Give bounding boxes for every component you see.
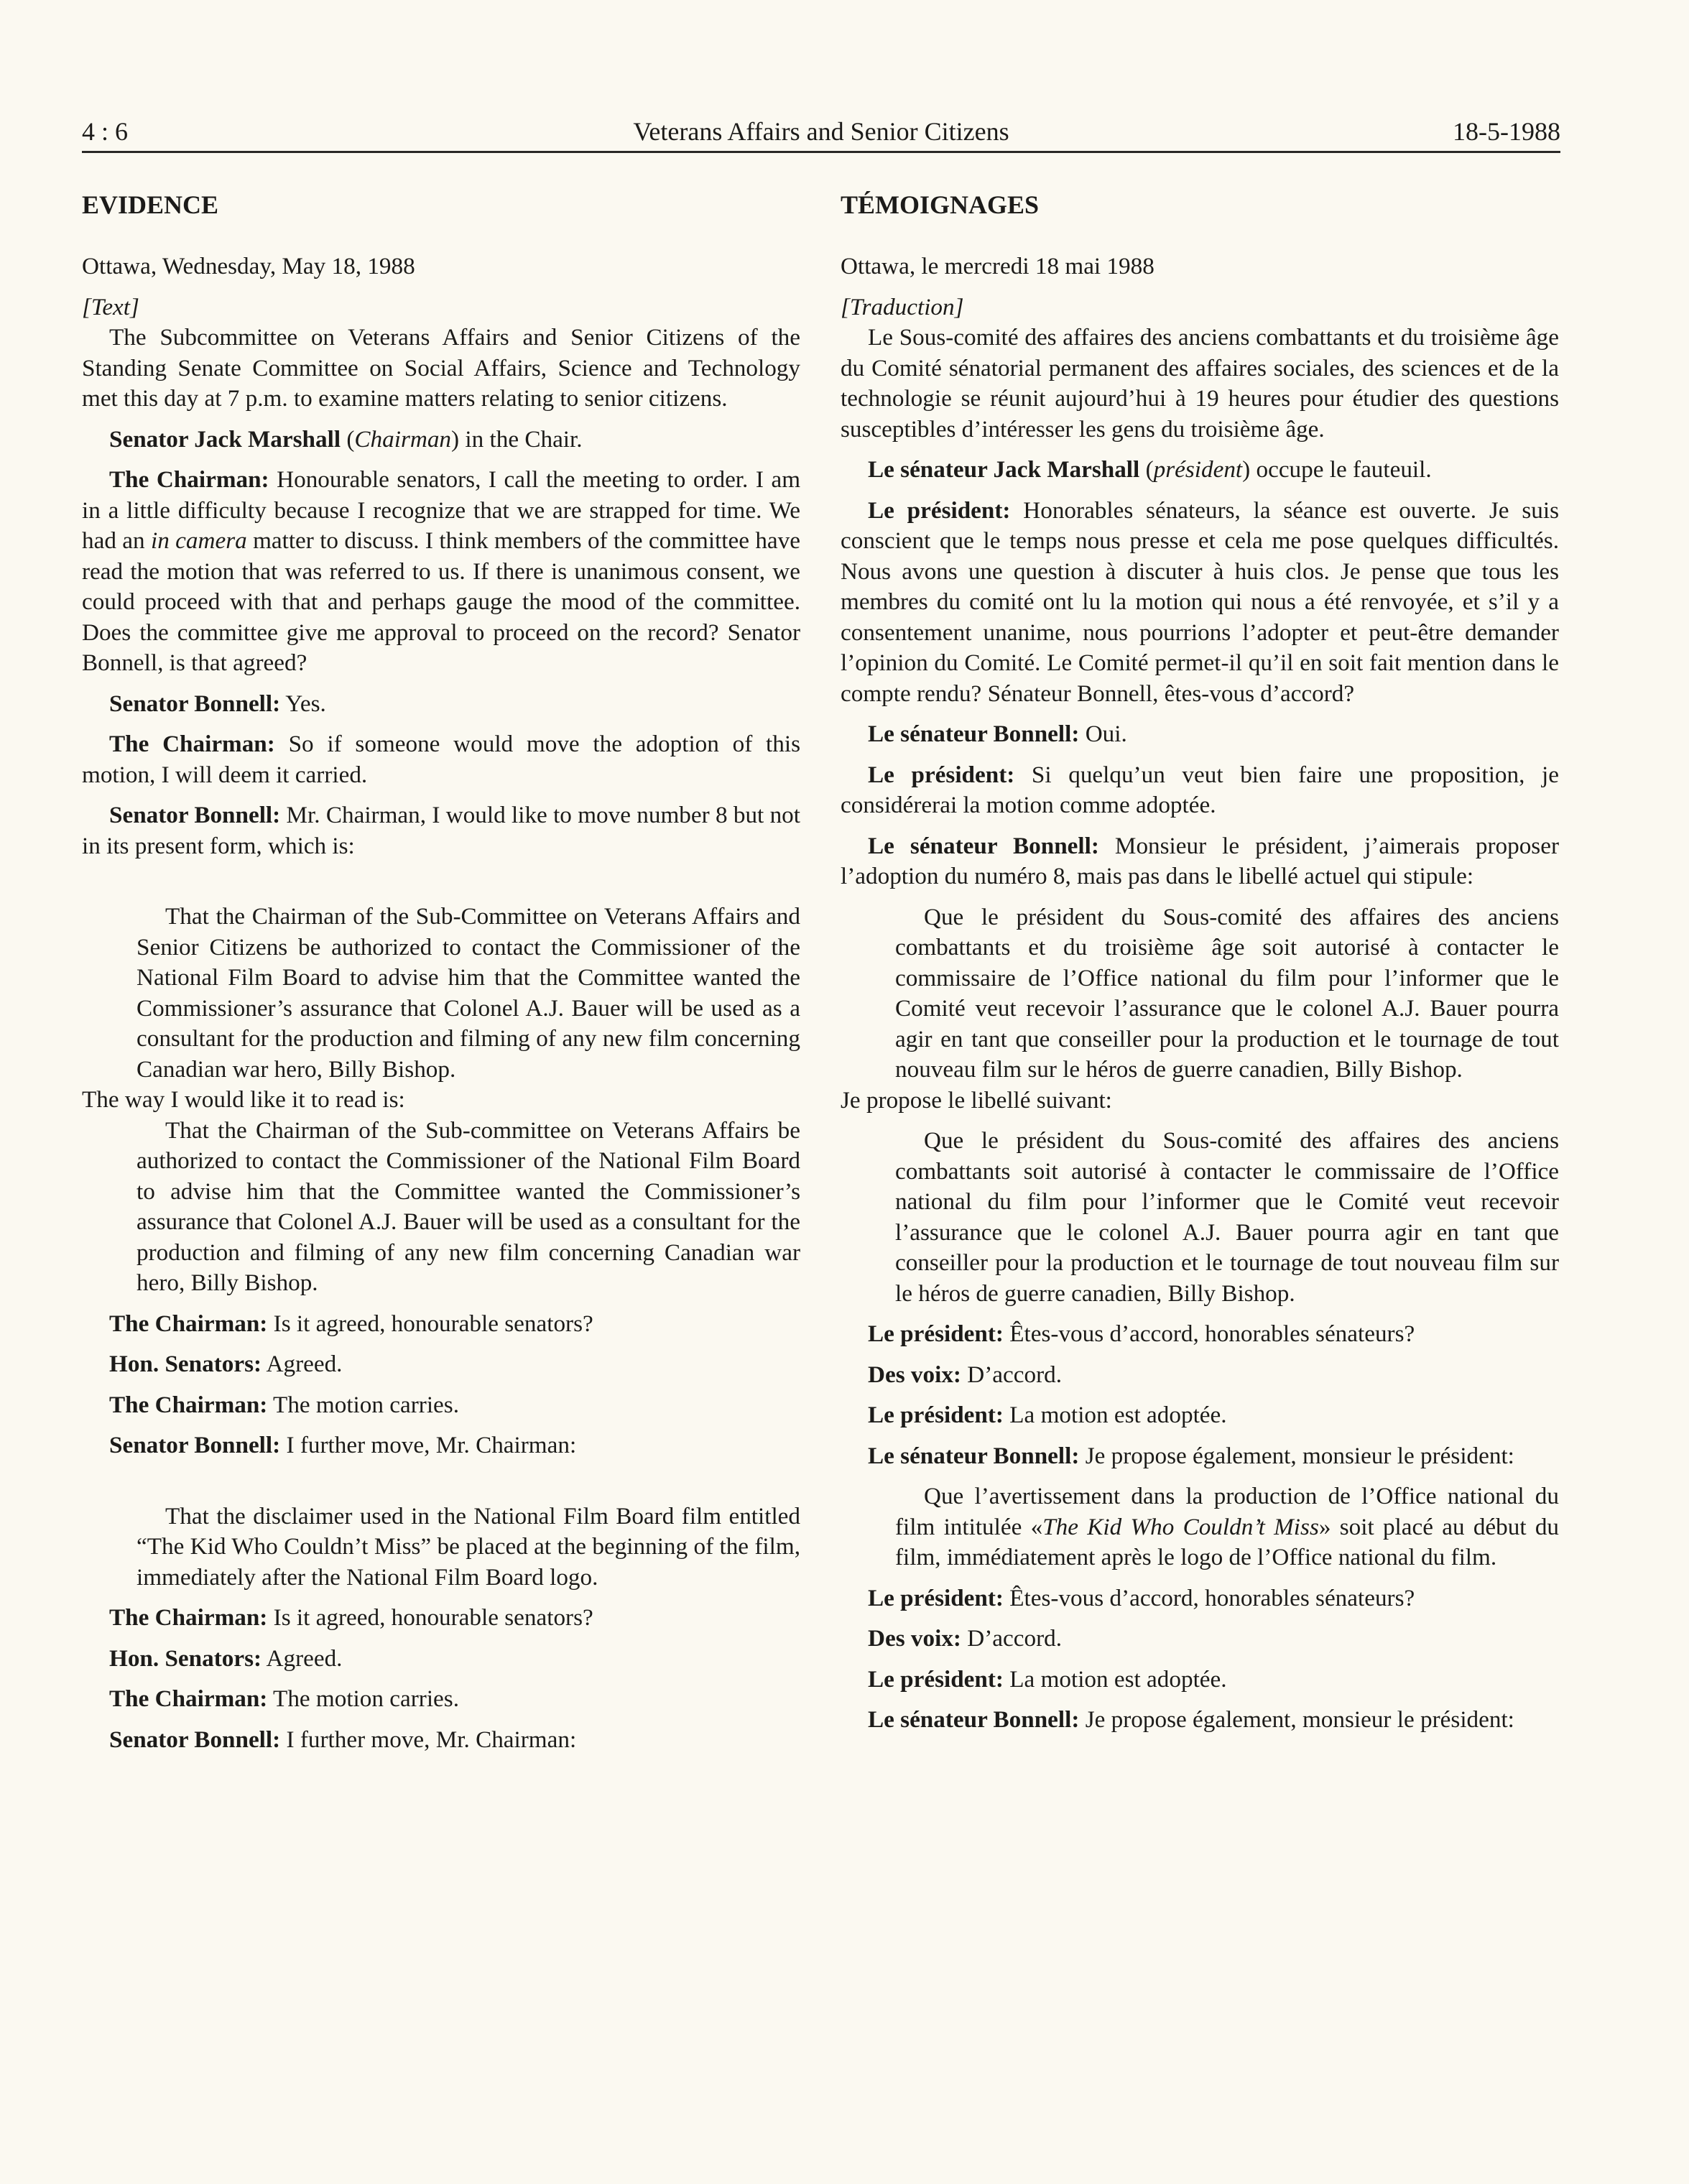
speech-paragraph	[841, 496, 1559, 710]
transition-line: Je propose le libellé suivant:	[841, 1086, 1112, 1114]
speech-paragraph	[82, 1309, 800, 1340]
speech-paragraph	[82, 1349, 800, 1380]
speaker: Le président:	[868, 1320, 1004, 1347]
paragraph-text: occupe le fauteuil.	[1250, 456, 1432, 483]
speech-paragraph	[82, 689, 800, 720]
speech-paragraph	[82, 1644, 800, 1675]
speech-paragraph	[82, 1725, 800, 1756]
paragraph-text: matter to discuss. I think members of the committee have read the motion that was referred to us. If there is unanimous consent, we could proceed with that and perhaps gauge the mood of the committee. Does the committee give me approval to proceed on the record? Senator Bonnell, is that agreed?	[82, 527, 800, 676]
speaker: Senator Bonnell:	[109, 1432, 281, 1458]
speech-paragraph	[841, 1583, 1559, 1614]
paragraph-text: La motion est adoptée.	[1003, 1665, 1227, 1693]
paragraph-text: I further move, Mr. Chairman:	[280, 1432, 577, 1458]
speaker: Senator Bonnell:	[109, 1726, 281, 1753]
paragraph-text: Êtes-vous d’accord, honorables sénateurs?	[1003, 1584, 1415, 1611]
speaker: Senator Bonnell:	[109, 690, 281, 717]
speech-paragraph	[841, 1400, 1559, 1431]
speaker: Senator Jack Marshall	[109, 425, 341, 453]
speech-paragraph	[841, 760, 1559, 821]
chair-paragraph: Le sénateur Jack Marshall (président) occupe le fauteuil.	[868, 456, 1432, 483]
speaker: Le sénateur Jack Marshall	[868, 456, 1140, 483]
speaker: The Chairman:	[109, 1310, 268, 1337]
section-heading: TÉMOIGNAGES	[841, 190, 1040, 219]
speaker: Le président:	[868, 761, 1015, 788]
speaker: Le sénateur Bonnell:	[868, 1706, 1080, 1733]
header-title: Veterans Affairs and Senior Citizens	[633, 117, 1009, 146]
speech-paragraph	[841, 1319, 1559, 1350]
speech-paragraph	[841, 1624, 1559, 1655]
paragraph-text: Je propose également, monsieur le président:	[1079, 1706, 1514, 1733]
speaker: Hon. Senators:	[109, 1644, 262, 1672]
page-number: 4 : 6	[82, 117, 129, 146]
transition-line: The way I would like it to read is:	[82, 1086, 405, 1113]
intro-paragraph: Le Sous-comité des affaires des anciens combattants et du troisième âge du Comité sénatorial permanent des affaires sociales, des sciences et de la technologie se réunit aujourd’hui à 19 heures pour étudier des questions susceptibles d’intéresser les gens du troisième âge.	[841, 324, 1559, 443]
speech-paragraph	[841, 1441, 1559, 1472]
intro-paragraph: The Subcommittee on Veterans Affairs and Senior Citizens of the Standing Senate Committee on Social Affairs, Science and Technology met this day at 7 p.m. to examine matters relating to senior citizens.	[82, 324, 800, 412]
paragraph-text: Mr. Chairman, I would like to move number 8 but not in its present form, which is:	[82, 802, 800, 859]
paragraph-text: » soit placé au début du film, immédiatement après le logo de l’Office national du film.	[895, 1513, 1560, 1570]
paragraph-text: Is it agreed, honourable senators?	[267, 1310, 593, 1337]
paragraph-text: Je propose également, monsieur le président:	[1079, 1442, 1514, 1469]
speech-paragraph	[82, 465, 800, 679]
speaker: Le président:	[868, 1584, 1004, 1611]
paragraph-text: Agreed.	[262, 1644, 343, 1672]
paragraph-text: Honourable senators, I call the meeting to order. I am in a little difficulty because I recognize that we are strapped for time. We had an	[82, 466, 801, 554]
paragraph-text: Monsieur le président, j’aimerais proposer l’adoption du numéro 8, mais pas dans le libellé actuel qui stipule:	[841, 832, 1559, 889]
motion-quote: That the disclaimer used in the National Film Board film entitled “The Kid Who Couldn’t Miss” be placed at the beginning of the film, immediately after the National Film Board logo.	[136, 1502, 800, 1591]
speech-paragraph	[841, 1360, 1559, 1391]
speech-paragraph	[841, 831, 1559, 892]
paragraph-text: D’accord.	[961, 1625, 1063, 1652]
dateline: Ottawa, le mercredi 18 mai 1988	[841, 253, 1154, 279]
speaker: Hon. Senators:	[109, 1351, 262, 1377]
english-column	[82, 188, 800, 1755]
speaker: The Chairman:	[109, 1391, 268, 1418]
paragraph-text: Si quelqu’un veut bien faire une proposition, je considérerai la motion comme adoptée.	[841, 761, 1559, 818]
paragraph-text: D’accord.	[961, 1361, 1063, 1388]
speaker: Le président:	[868, 1665, 1004, 1693]
speech-paragraph	[82, 800, 800, 861]
speaker: Des voix:	[868, 1625, 961, 1652]
paragraph-text: Honorables sénateurs, la séance est ouverte. Je suis conscient que le temps nous presse et cela me pose quelques difficultés. Nous avons une question à discuter à huis clos. Je pense que tous les membres du comité ont lu la motion qui nous a été renvoyée, et s’il y a consentement unanime, nous pourrions l’adopter et peut-être demander l’opinion du Comité. Le Comité permet-il qu’il en soit fait mention dans le compte rendu? Sénateur Bonnell, êtes-vous d’accord?	[841, 496, 1559, 707]
paragraph-text: Oui.	[1079, 721, 1127, 747]
motion-quote: Que le président du Sous-comité des affaires des anciens combattants et du troisième âge soit autorisé à contacter le commissaire de l’Office national du film pour l’informer que le Comité veut recevoir l’assurance que le colonel A.J. Bauer pourra agir en tant que conseiller pour la production et le tournage de tout nouveau film sur le héros de guerre canadien, Billy Bishop.	[895, 903, 1559, 1083]
speech-paragraph	[82, 1390, 800, 1421]
speaker: Le sénateur Bonnell:	[868, 832, 1099, 859]
dateline: Ottawa, Wednesday, May 18, 1988	[82, 253, 415, 279]
speech-paragraph	[841, 1705, 1559, 1736]
speech-paragraph	[82, 1684, 800, 1715]
speaker: Le président:	[868, 496, 1011, 524]
film-title: The Kid Who Couldn’t Miss	[1042, 1513, 1319, 1540]
motion-quote: Que le président du Sous-comité des affaires des anciens combattants soit autorisé à contacter le commissaire de l’Office national du film pour l’informer que le Comité veut recevoir l’assurance que le colonel A.J. Bauer pourra agir en tant que conseiller pour la production et le tournage de tout nouveau film sur le héros de guerre canadien, Billy Bishop.	[895, 1127, 1559, 1307]
speech-paragraph	[82, 729, 800, 790]
speech-paragraph	[841, 1665, 1559, 1695]
paragraph-text: So if someone would move the adoption of this motion, I will deem it carried.	[82, 731, 800, 788]
chair-role: Chairman	[354, 425, 452, 453]
text-tag: [Traduction]	[841, 293, 964, 320]
speaker: Le sénateur Bonnell:	[868, 721, 1080, 747]
section-heading: EVIDENCE	[82, 190, 219, 219]
paragraph-text: Êtes-vous d’accord, honorables sénateurs?	[1003, 1320, 1415, 1347]
speech-paragraph	[841, 719, 1559, 750]
speaker: The Chairman:	[109, 1604, 268, 1631]
paragraph-text: I further move, Mr. Chairman:	[280, 1726, 577, 1753]
paragraph-text: Agreed.	[262, 1351, 343, 1377]
paragraph-italic: in camera	[150, 527, 247, 554]
paragraph-text: The motion carries.	[267, 1391, 459, 1418]
text-tag: [Text]	[82, 293, 139, 320]
paragraph-text: Yes.	[280, 690, 326, 717]
chair-role: président	[1153, 456, 1243, 483]
paragraph-text: Que l’avertissement dans la production de l’Office national du film intitulée «	[895, 1483, 1559, 1540]
speaker: Le président:	[868, 1402, 1004, 1428]
speaker: The Chairman:	[109, 731, 275, 757]
speaker: Des voix:	[868, 1361, 961, 1388]
speech-paragraph	[82, 1430, 800, 1461]
motion-quote: That the Chairman of the Sub-Committee on Veterans Affairs and Senior Citizens be authorized to contact the Commissioner of the National Film Board to advise him that the Committee wanted the Commissioner’s assurance that Colonel A.J. Bauer will be used as a consultant for the production and filming of any new film concerning Canadian war hero, Billy Bishop.	[136, 903, 800, 1083]
header-rule	[82, 151, 1560, 153]
speech-paragraph	[82, 1603, 800, 1634]
paragraph-text: in the Chair.	[459, 425, 583, 453]
motion-quote: That the Chairman of the Sub-committee on Veterans Affairs be authorized to contact the Commissioner of the National Film Board to advise him that the Committee wanted the Commissioner’s assurance that Colonel A.J. Bauer will be used as a consultant for the production and filming of any new film concerning Canadian war hero, Billy Bishop.	[136, 1116, 800, 1296]
speaker: Senator Bonnell:	[109, 802, 281, 828]
motion-quote	[841, 1481, 1559, 1573]
paragraph-text: The motion carries.	[267, 1685, 459, 1712]
speaker: The Chairman:	[109, 466, 269, 493]
speaker: The Chairman:	[109, 1685, 268, 1712]
chair-paragraph: Senator Jack Marshall (Chairman) in the Chair.	[109, 425, 583, 453]
paragraph-text: Is it agreed, honourable senators?	[267, 1604, 593, 1631]
speaker: Le sénateur Bonnell:	[868, 1442, 1080, 1469]
french-column	[841, 188, 1559, 1736]
header-date: 18-5-1988	[1453, 117, 1560, 146]
paragraph-text: La motion est adoptée.	[1003, 1402, 1227, 1428]
